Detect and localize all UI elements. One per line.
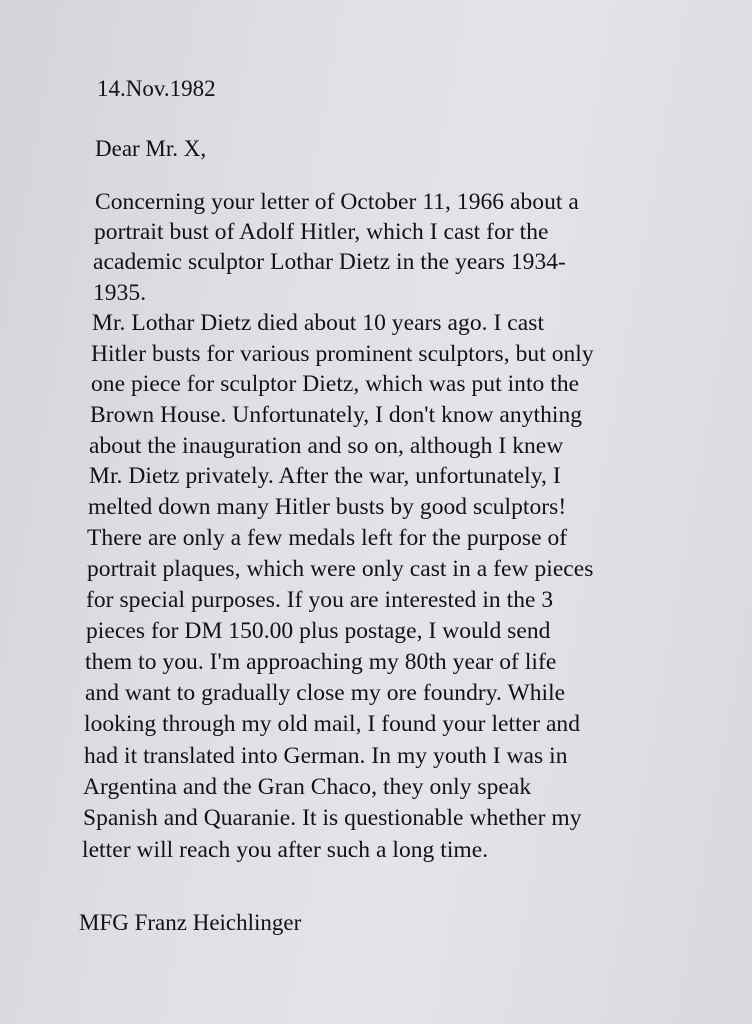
body-line: for special purposes. If you are interested in the 3 [86,587,554,613]
body-line: pieces for DM 150.00 plus postage, I would send [86,618,551,644]
body-line: one piece for sculptor Dietz, which was put into the [91,371,580,397]
body-line: Hitler busts for various prominent sculptors, but only [91,341,594,367]
body-line: them to you. I'm approaching my 80th year of life [85,649,557,675]
body-line: Argentina and the Gran Chaco, they only speak [83,774,532,800]
body-line: portrait plaques, which were only cast in a few pieces [87,556,594,582]
body-line: Brown House. Unfortunately, I don't know anything [90,402,583,428]
body-line: about the inauguration and so on, although I knew [89,433,564,459]
body-line: had it translated into German. In my youth I was in [84,743,568,769]
body-line: 1935. [93,280,147,306]
body-line: Concerning your letter of October 11, 1966 about a [95,189,579,215]
body-line: academic sculptor Lothar Dietz in the years 1934- [93,249,566,275]
body-line: and want to gradually close my ore foundry. While [85,680,566,706]
letter-salutation: Dear Mr. X, [95,136,207,161]
body-line: portrait bust of Adolf Hitler, which I cast for the [94,219,549,245]
body-line: looking through my old mail, I found your letter and [84,711,581,737]
letter-signature: MFG Franz Heichlinger [79,910,302,935]
body-line: There are only a few medals left for the purpose of [87,525,568,551]
body-line: Mr. Lothar Dietz died about 10 years ago. I cast [92,310,545,336]
body-line: Spanish and Quaranie. It is questionable whether my [83,805,582,831]
body-line: Mr. Dietz privately. After the war, unfortunately, I [89,463,561,489]
body-line: melted down many Hitler busts by good sculptors! [88,494,567,520]
letter-date: 14.Nov.1982 [97,76,216,101]
body-line: letter will reach you after such a long time. [82,837,489,863]
